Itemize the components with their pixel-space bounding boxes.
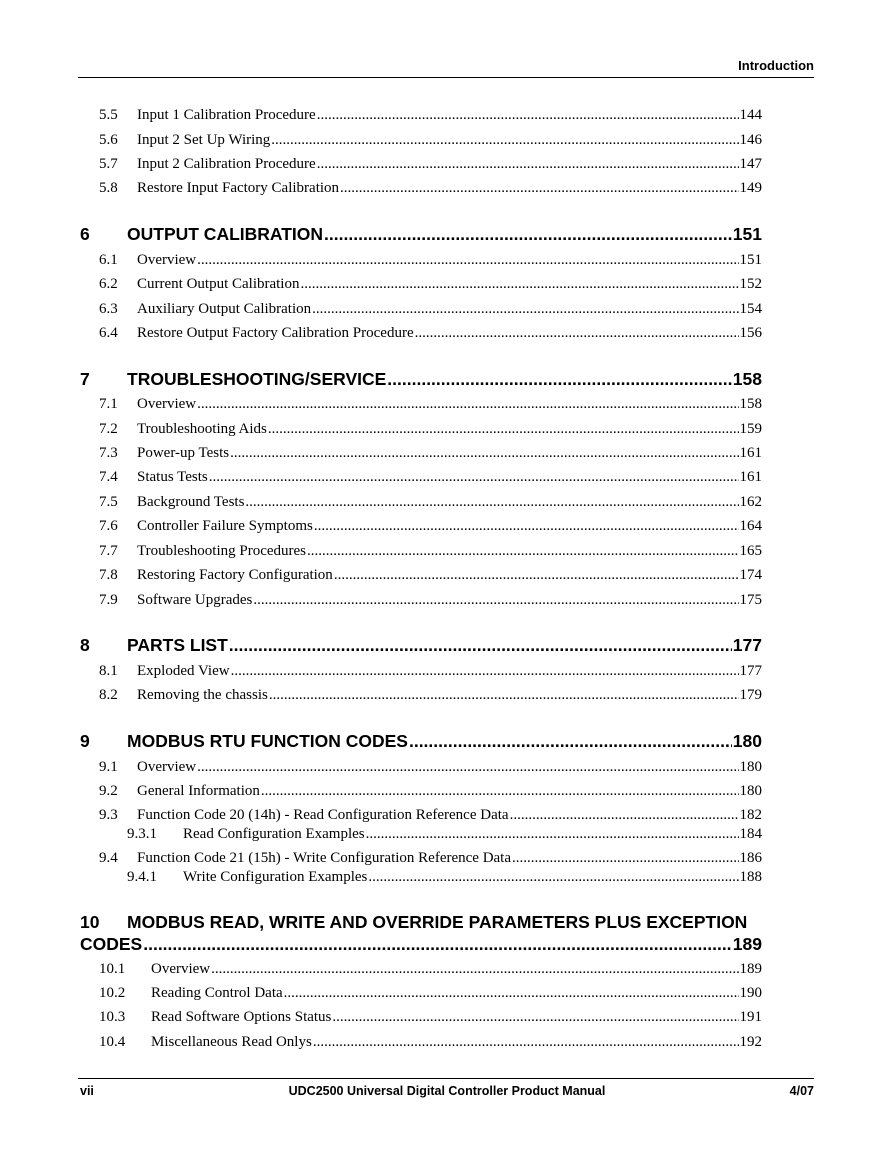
toc-entry-5-8[interactable] [80,178,762,198]
toc-chapter-title: PARTS LIST [127,635,228,655]
dot-leader [510,805,739,825]
toc-entry-10-3[interactable] [80,1007,762,1027]
toc-entry-page: 175 [739,592,762,608]
toc-entry-page: 189 [739,961,762,977]
dot-leader [300,274,738,294]
dot-leader [229,634,732,656]
toc-entry-9-1[interactable] [80,757,762,777]
toc-entry-number: 6.2 [99,276,118,292]
toc-entry-page: 162 [739,494,762,510]
toc-entry-title: Input 2 Calibration Procedure [137,156,316,172]
toc-entry-title: Reading Control Data [151,985,283,1001]
toc-entry-7-2[interactable] [80,419,762,439]
toc-entry-page: 144 [739,107,762,123]
toc-entry-page: 161 [739,469,762,485]
toc-chapter-number: 8 [80,635,90,655]
toc-entry-page: 151 [739,252,762,268]
toc-chapter-number: 6 [80,224,90,244]
toc-entry-title: Software Upgrades [137,592,253,608]
toc-entry-7-6[interactable] [80,516,762,536]
dot-leader [409,730,732,752]
toc-entry-number: 8.1 [99,663,118,679]
toc-entry-7-8[interactable] [80,565,762,585]
toc-entry-9-3-1[interactable] [80,824,762,844]
dot-leader [253,590,738,610]
toc-entry-7-9[interactable] [80,590,762,610]
toc-entry-number: 10.4 [99,1034,126,1050]
dot-leader [269,685,739,705]
toc-entry-title: Restoring Factory Configuration [137,567,333,583]
toc-entry-title: Overview [137,396,197,412]
toc-chapter-10-line-1[interactable] [80,911,762,933]
toc-entry-title: Troubleshooting Aids [137,421,267,437]
dot-leader [231,661,739,681]
dot-leader [368,867,738,887]
toc-entry-page: 149 [739,180,762,196]
toc-entry-number: 5.8 [99,180,118,196]
toc-entry-title: Exploded View [137,663,230,679]
toc-chapter-title: OUTPUT CALIBRATION [127,224,324,244]
dot-leader [211,959,738,979]
toc-chapter-10-line-2[interactable] [80,933,762,955]
footer-manual-title: UDC2500 Universal Digital Controller Product Manual [288,1084,606,1098]
toc-entry-page: 158 [739,396,762,412]
toc-entry-page: 174 [739,567,762,583]
toc-chapter-9[interactable] [80,730,762,752]
toc-entry-9-3[interactable] [80,805,762,825]
dot-leader [284,983,739,1003]
toc-chapter-page: 180 [732,731,762,751]
dot-leader [415,323,739,343]
toc-entry-page: 180 [739,783,762,799]
toc-entry-title: Power-up Tests [137,445,230,461]
toc-entry-number: 10.2 [99,985,126,1001]
toc-entry-number: 7.9 [99,592,118,608]
toc-entry-7-1[interactable] [80,394,762,414]
toc-entry-page: 165 [739,543,762,559]
toc-entry-number: 5.6 [99,132,118,148]
toc-entry-8-1[interactable] [80,661,762,681]
toc-entry-number: 7.3 [99,445,118,461]
toc-entry-number: 5.7 [99,156,118,172]
dot-leader [334,565,739,585]
dot-leader [332,1007,738,1027]
dot-leader [261,781,739,801]
toc-entry-title: Function Code 20 (14h) - Read Configuration Reference Data [137,807,509,823]
toc-entry-number: 6.1 [99,252,118,268]
toc-entry-title: Restore Output Factory Calibration Procedure [137,325,414,341]
footer-rule [78,1078,814,1079]
toc-entry-title: Function Code 21 (15h) - Write Configuration Reference Data [137,850,512,866]
toc-entry-6-1[interactable] [80,250,762,270]
toc-entry-page: 179 [739,687,762,703]
dot-leader [268,419,739,439]
toc-entry-page: 154 [739,301,762,317]
toc-chapter-number: 9 [80,731,90,751]
toc-entry-number: 7.6 [99,518,118,534]
dot-leader [271,130,738,150]
toc-entry-page: 180 [739,759,762,775]
toc-chapter-number: 7 [80,369,90,389]
toc-chapter-6[interactable] [80,223,762,245]
toc-entry-page: 182 [739,807,762,823]
footer-page-number: vii [80,1084,94,1098]
toc-entry-title: General Information [137,783,260,799]
toc-entry-title: Overview [137,759,197,775]
dot-leader [313,1032,739,1052]
toc-chapter-page: 158 [732,369,762,389]
toc-entry-6-3[interactable] [80,299,762,319]
toc-entry-number: 10.3 [99,1009,126,1025]
toc-entry-6-4[interactable] [80,323,762,343]
toc-entry-7-4[interactable] [80,467,762,487]
dot-leader [324,223,732,245]
toc-entry-5-6[interactable] [80,130,762,150]
toc-entry-page: 184 [739,826,762,842]
toc-entry-title: Auxiliary Output Calibration [137,301,312,317]
toc-entry-number: 7.1 [99,396,118,412]
toc-chapter-8[interactable] [80,634,762,656]
toc-entry-page: 156 [739,325,762,341]
toc-entry-title: Read Configuration Examples [183,826,365,842]
toc-entry-page: 146 [739,132,762,148]
dot-leader [197,757,738,777]
toc-entry-10-1[interactable] [80,959,762,979]
toc-entry-title: Overview [137,252,197,268]
dot-leader [314,516,739,536]
dot-leader [317,105,739,125]
toc-entry-title: Background Tests [137,494,245,510]
toc-entry-number: 7.5 [99,494,118,510]
toc-entry-number: 9.3.1 [127,826,157,842]
toc-entry-title: Overview [151,961,211,977]
toc-entry-page: 177 [739,663,762,679]
toc-entry-title: Current Output Calibration [137,276,300,292]
toc-entry-number: 8.2 [99,687,118,703]
toc-entry-title: Controller Failure Symptoms [137,518,313,534]
toc-entry-number: 7.8 [99,567,118,583]
toc-entry-number: 7.2 [99,421,118,437]
toc-entry-7-5[interactable] [80,492,762,512]
toc-entry-page: 152 [739,276,762,292]
dot-leader [230,443,738,463]
toc-entry-9-4[interactable] [80,848,762,868]
toc-entry-number: 6.3 [99,301,118,317]
header-rule [78,77,814,78]
page-footer [80,1084,814,1100]
toc-entry-number: 10.1 [99,961,126,977]
toc-entry-10-4[interactable] [80,1032,762,1052]
dot-leader [340,178,738,198]
dot-leader [197,250,738,270]
toc-entry-7-3[interactable] [80,443,762,463]
toc-entry-title: Removing the chassis [137,687,268,703]
footer-date: 4/07 [789,1084,814,1098]
toc-entry-page: 191 [739,1009,762,1025]
toc-entry-number: 7.7 [99,543,118,559]
toc-entry-title: Write Configuration Examples [183,869,368,885]
toc-entry-number: 9.4 [99,850,118,866]
toc-entry-page: 186 [739,850,762,866]
toc-entry-number: 7.4 [99,469,118,485]
toc-entry-page: 188 [739,869,762,885]
toc-entry-number: 9.1 [99,759,118,775]
dot-leader [307,541,738,561]
toc-entry-number: 6.4 [99,325,118,341]
dot-leader [143,933,732,955]
toc-chapter-page: 177 [732,635,762,655]
toc-entry-page: 192 [739,1034,762,1050]
toc-entry-number: 5.5 [99,107,118,123]
toc-entry-title: Status Tests [137,469,208,485]
toc-chapter-7[interactable] [80,368,762,390]
dot-leader [512,848,738,868]
toc-chapter-title: TROUBLESHOOTING/SERVICE [127,369,387,389]
toc-entry-10-2[interactable] [80,983,762,1003]
toc-entry-title: Miscellaneous Read Onlys [151,1034,312,1050]
toc-entry-title: Input 2 Set Up Wiring [137,132,271,148]
dot-leader [366,824,739,844]
toc-entry-title: Input 1 Calibration Procedure [137,107,316,123]
toc-entry-9-2[interactable] [80,781,762,801]
toc-entry-5-7[interactable] [80,154,762,174]
dot-leader [245,492,738,512]
toc-entry-number: 9.4.1 [127,869,157,885]
toc-entry-page: 147 [739,156,762,172]
toc-entry-number: 9.2 [99,783,118,799]
toc-chapter-title: MODBUS RTU FUNCTION CODES [127,731,408,751]
dot-leader [387,368,732,390]
toc-chapter-title-continued: CODES [80,934,143,954]
toc-entry-9-4-1[interactable] [80,867,762,887]
toc-entry-5-5[interactable] [80,105,762,125]
toc-chapter-page: 189 [732,934,762,954]
page-header-section-title: Introduction [738,58,814,73]
dot-leader [197,394,738,414]
dot-leader [209,467,739,487]
toc-entry-number: 9.3 [99,807,118,823]
toc-entry-8-2[interactable] [80,685,762,705]
toc-chapter-title: MODBUS READ, WRITE AND OVERRIDE PARAMETERS PLUS EXCEPTION [127,912,748,932]
toc-entry-title: Read Software Options Status [151,1009,332,1025]
dot-leader [312,299,738,319]
dot-leader [317,154,739,174]
toc-chapter-page: 151 [732,224,762,244]
toc-entry-page: 190 [739,985,762,1001]
toc-entry-title: Troubleshooting Procedures [137,543,307,559]
toc-chapter-number: 10 [80,912,100,932]
toc-entry-7-7[interactable] [80,541,762,561]
toc-entry-page: 161 [739,445,762,461]
toc-entry-title: Restore Input Factory Calibration [137,180,340,196]
toc-entry-page: 164 [739,518,762,534]
toc-entry-6-2[interactable] [80,274,762,294]
toc-entry-page: 159 [739,421,762,437]
